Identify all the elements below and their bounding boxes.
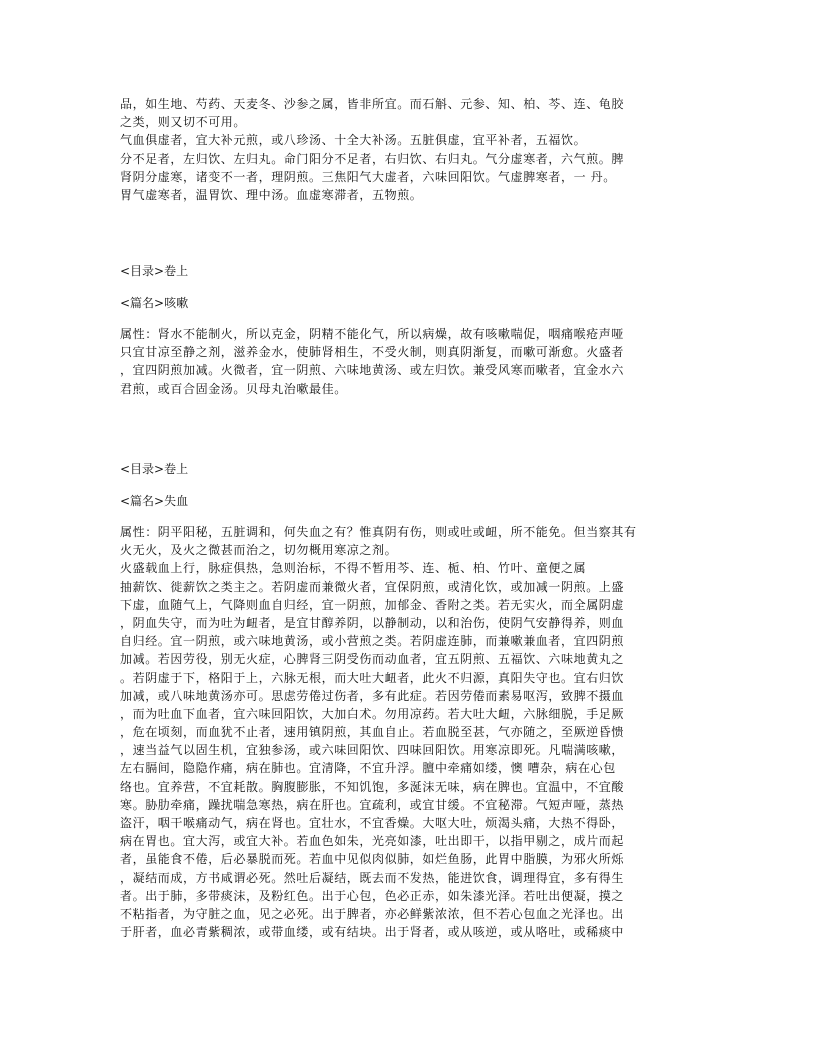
text-line: 络也。宜养营，不宜耗散。胸腹膨胀，不知饥饱，多涎沫无味，病在脾也。宜温中，不宜酸: [120, 779, 625, 794]
text-line: 胃气虚寒者，温胃饮、理中汤。血虚寒滞者，五物煎。: [120, 187, 423, 202]
text-line: 寒。胁肋牵痛，躁扰喘急寒热，病在肝也。宜疏利，或宜甘缓。不宜秘滞。气短声哑，蒸热: [120, 797, 625, 812]
catalog-heading: <目录>卷上: [120, 264, 189, 278]
section-cough-text: [120, 325, 698, 398]
text-line: 自归经。宜一阴煎，或六味地黄汤，或小营煎之类。若阴虚连肺，而兼嗽兼血者，宜四阴煎: [120, 634, 625, 649]
text-line: 加减，或八味地黄汤亦可。思虑劳倦过伤者，多有此症。若因劳倦而素易呕泻，致脾不摄血: [120, 688, 625, 703]
text-line: ，速当益气以固生机，宜独参汤，或六味回阳饮、四味回阳饮。用寒凉即死。凡喘满咳嗽，: [120, 743, 625, 758]
text-line: 品，如生地、芍药、天麦冬、沙参之属，皆非所宜。而石斛、元参、知、柏、芩、连、龟胶: [120, 97, 625, 111]
text-line: 属性：阴平阳秘，五脏调和，何失血之有？惟真阴有伤，则或吐或衄，所不能免。但当察其有: [120, 525, 637, 539]
catalog-heading: <目录>卷上: [120, 462, 189, 476]
section-tonic-text: [120, 95, 698, 204]
text-line: 分不足者，左归饮、左归丸。命门阳分不足者，右归饮、右归丸。气分虚寒者，六气煎。脾: [120, 151, 625, 166]
text-line: 加减。若因劳役，别无火症，心脾肾三阴受伤而动血者，宜五阴煎、五福饮、六味地黄丸之: [120, 652, 625, 667]
text-line: ，阴血失守，而为吐为衄者，是宜甘醇养阴，以静制动，以和治伤，使阴气安静得养，则血: [120, 615, 625, 630]
text-line: 盗汗，咽干喉痛动气，病在肾也。宜壮水，不宜香燥。大呕大吐，烦渴头痛，大热不得卧，: [120, 816, 625, 830]
text-line: 抽薪饮、徙薪饮之类主之。若阴虚而兼微火者，宜保阴煎，或清化饮，或加减一阴煎。上盛: [120, 579, 625, 594]
text-line: 只宜甘凉至静之剂，滋养金水，使肺肾相生，不受火制，则真阴渐复，而嗽可渐愈。火盛者: [120, 345, 625, 360]
text-line: 火盛载血上行，脉症俱热，急则治标，不得不暂用芩、连、栀、柏、竹叶、童便之属: [120, 561, 587, 576]
text-line: ，凝结而成，方书咸谓必死。然吐后凝结，既去而不发热，能进饮食，调理得宜，多有得生: [120, 870, 625, 885]
text-line: 君煎，或百合固金汤。贝母丸治嗽最佳。: [120, 381, 347, 396]
text-line: 左右膈间，隐隐作痛，病在肺也。宜清降，不宜升浮。膻中牵痛如缕，懊 嘈杂，病在心包: [120, 761, 616, 776]
text-line: 属性：肾水不能制火，所以克金，阴精不能化气，所以病燥，故有咳嗽喘促，咽痛喉疮声哑: [120, 327, 625, 341]
text-line: 者，虽能食不倦，后必暴脱而死。若血中见似肉似肺，如烂鱼肠，此胃中脂膜，为邪火所烁: [120, 852, 625, 867]
text-line: 之类，则又切不可用。: [120, 115, 247, 130]
text-line: 病在胃也。宜大泻，或宜大补。若血色如朱，光亮如漆，吐出即干，以指甲剔之，成片而起: [120, 834, 625, 849]
section-bleeding-text: [120, 523, 698, 941]
text-line: ，而为吐血下血者，宜六味回阳饮，大加白术。勿用凉药。若大吐大衄，六脉细脱，手足厥: [120, 706, 625, 721]
text-line: 火无火，及火之微甚而治之，切勿概用寒凉之剂。: [120, 543, 398, 558]
text-line: 下虚，血随气上，气降则血自归经，宜一阴煎，加郁金、香附之类。若无实火，而全属阴虚: [120, 597, 625, 612]
text-line: 于肝者，血必青紫稠浓，或带血缕，或有结块。出于肾者，或从咳逆，或从咯吐，或稀痰中: [120, 925, 625, 940]
text-line: 不粘指者，为守脏之血，见之必死。出于脾者，亦必鲜紫浓浓，但不若心包血之光泽也。出: [120, 906, 625, 921]
chapter-heading: <篇名>咳嗽: [120, 296, 189, 310]
text-line: ，危在顷刻，而血犹不止者，速用镇阴煎，其血自止。若血脱至甚，气亦随之，至厥逆昏愦: [120, 725, 625, 740]
chapter-heading: <篇名>失血: [120, 494, 189, 508]
text-line: 气血俱虚者，宜大补元煎，或八珍汤、十全大补汤。五脏俱虚，宜平补者，五福饮。: [120, 133, 587, 148]
text-line: 肾阴分虚寒，诸变不一者，理阴煎。三焦阳气大虚者，六味回阳饮。气虚脾寒者，一 丹。: [120, 169, 616, 184]
text-line: 。若阴虚于下，格阳于上，六脉无根，而大吐大衄者，此火不归源，真阳失守也。宜右归饮: [120, 670, 625, 685]
text-line: ，宜四阴煎加减。火微者，宜一阴煎、六味地黄汤、或左归饮。兼受风寒而嗽者，宜金水六: [120, 363, 625, 378]
text-line: 者。出于肺，多带痰沫，及粉红色。出于心包，色必正赤，如朱漆光泽。若吐出便凝，摸之: [120, 888, 625, 903]
